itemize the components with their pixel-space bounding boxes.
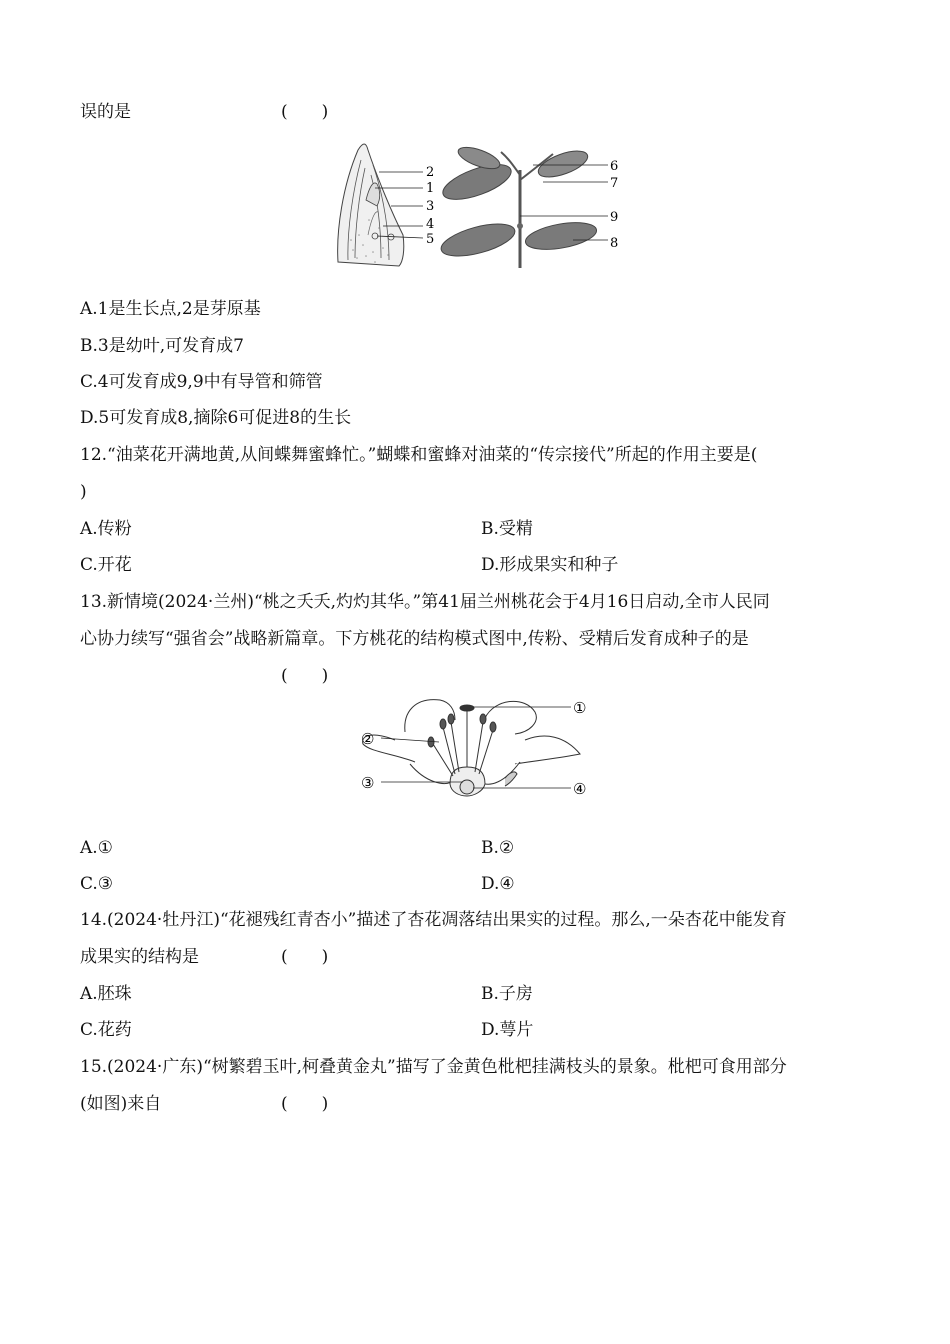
bud-section-drawing	[338, 144, 404, 266]
branch-label-9: 9	[610, 210, 619, 225]
q15-stem-line2: (如图)来自	[80, 1094, 162, 1114]
q14-option-d: D.萼片	[481, 1020, 534, 1040]
q14-option-b: B.子房	[481, 984, 533, 1004]
q11-option-d: D.5可发育成8,摘除6可促进8的生长	[80, 408, 352, 428]
q11-option-c: C.4可发育成9,9中有导管和筛管	[80, 372, 323, 392]
q14-option-c: C.花药	[80, 1020, 132, 1040]
bud-branch-figure	[333, 140, 623, 270]
q13-option-c: C.③	[80, 874, 114, 894]
q11-option-b: B.3是幼叶,可发育成7	[80, 336, 244, 356]
q14-answer-paren: ( )	[281, 947, 329, 967]
flower-label-3: ③	[361, 774, 375, 792]
q15-stem-line1: 15.(2024·广东)“树繁碧玉叶,柯叠黄金丸”描写了金黄色枇杷挂满枝头的景象。枇杷可食用部分	[80, 1057, 787, 1077]
q12-option-b: B.受精	[481, 519, 533, 539]
q14-stem-line1: 14.(2024·牡丹江)“花褪残红青杏小”描述了杏花凋落结出果实的过程。那么,一朵杏花中能发育	[80, 910, 787, 930]
flower-label-2: ②	[361, 730, 375, 748]
q11-answer-paren: ( )	[281, 102, 329, 122]
bud-label-3: 3	[426, 199, 435, 214]
q11-stem-tail: 误的是	[80, 102, 131, 122]
q13-option-d: D.④	[481, 874, 515, 894]
q13-stem-line1: 13.新情境(2024·兰州)“桃之夭夭,灼灼其华。”第41届兰州桃花会于4月16日启动,全市人民同	[80, 592, 770, 612]
flower-drawing	[363, 700, 580, 796]
q14-stem-line2: 成果实的结构是	[80, 947, 199, 967]
bud-label-1: 1	[426, 181, 435, 196]
bud-label-4: 4	[426, 217, 435, 232]
q12-option-a: A.传粉	[80, 519, 132, 539]
q14-option-a: A.胚珠	[80, 984, 132, 1004]
q13-option-a: A.①	[80, 838, 113, 858]
q12-stem-end: )	[80, 482, 87, 502]
branch-drawing	[438, 143, 599, 268]
bud-label-5: 5	[426, 232, 435, 247]
branch-label-8: 8	[610, 236, 619, 251]
branch-label-6: 6	[610, 159, 619, 174]
q15-answer-paren: ( )	[281, 1094, 329, 1114]
q13-option-b: B.②	[481, 838, 515, 858]
branch-label-7: 7	[610, 176, 619, 191]
flower-label-4: ④	[573, 780, 587, 798]
q12-option-d: D.形成果实和种子	[481, 555, 619, 575]
q12-stem: 12.“油菜花开满地黄,从间蝶舞蜜蜂忙。”蝴蝶和蜜蜂对油菜的“传宗接代”所起的作用主要是(	[80, 445, 758, 465]
q11-option-a: A.1是生长点,2是芽原基	[80, 299, 261, 319]
q12-option-c: C.开花	[80, 555, 132, 575]
flower-label-1: ①	[573, 699, 587, 717]
peach-flower-figure	[355, 692, 595, 818]
bud-label-2: 2	[426, 165, 435, 180]
q13-answer-paren: ( )	[281, 666, 329, 686]
q13-stem-line2: 心协力续写“强省会”战略新篇章。下方桃花的结构模式图中,传粉、受精后发育成种子的是	[80, 629, 749, 649]
